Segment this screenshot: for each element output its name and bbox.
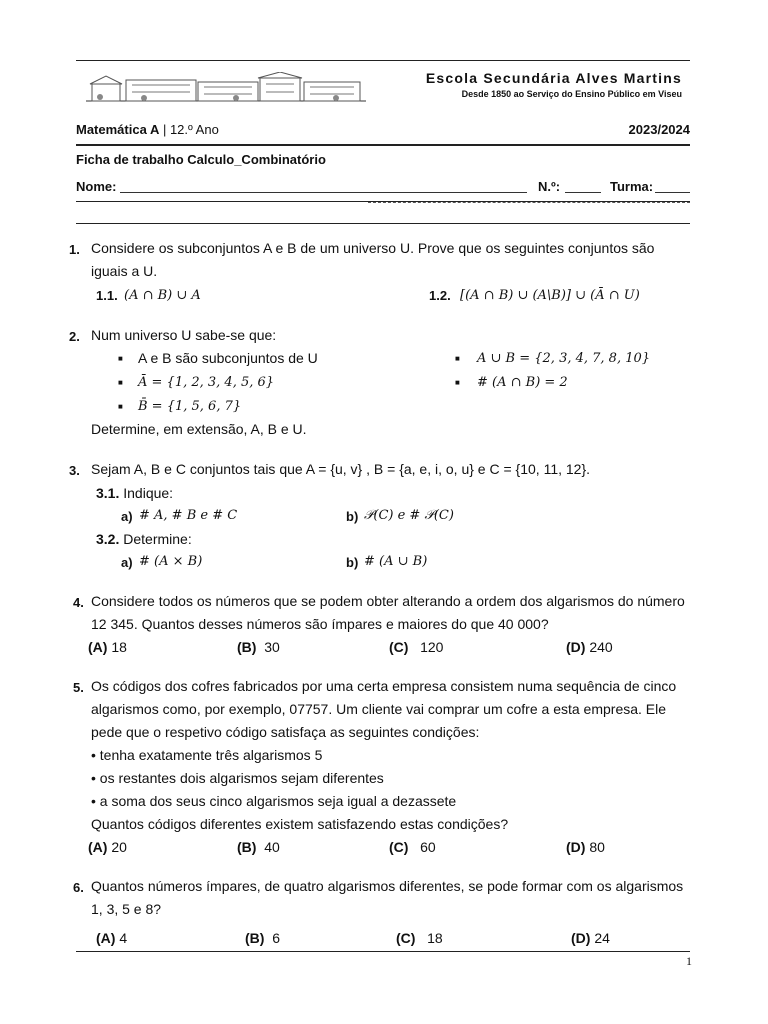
q1-2-expression: [(A ∩ B) ∪ (A\B)] ∪ (Ā ∩ U) xyxy=(460,288,640,303)
option-value: 24 xyxy=(594,930,610,946)
option-label: (B) xyxy=(237,839,257,855)
bullet-icon: ■ xyxy=(455,354,460,363)
q3-intro: Sejam A, B e C conjuntos tais que A = {u, v} , B = {a, e, i, o, u} e C = {10, 11, 12}. xyxy=(91,461,591,477)
bullet-icon: ■ xyxy=(118,378,123,387)
q4-number: 4. xyxy=(73,595,84,610)
bullet-icon: ■ xyxy=(118,354,123,363)
q3-1-text: Indique: xyxy=(123,485,174,501)
q5-option-b[interactable] xyxy=(237,839,280,855)
option-value: 18 xyxy=(427,930,443,946)
dotted-rule xyxy=(368,202,690,203)
q4-option-a[interactable] xyxy=(88,639,127,655)
q3-1b-label: b) xyxy=(346,509,359,524)
bullet-icon: ■ xyxy=(118,402,123,411)
option-value: 40 xyxy=(264,839,280,855)
option-label: (C) xyxy=(396,930,416,946)
q2-right-item-1: A ∪ B = {2, 3, 4, 7, 8, 10} xyxy=(477,351,651,366)
q4-line1: Considere todos os números que se podem obter alterando a ordem dos algarismos do número xyxy=(91,593,685,609)
school-year: 2023/2024 xyxy=(628,122,690,137)
option-value: 6 xyxy=(272,930,281,946)
school-building-logo xyxy=(86,72,366,104)
q6-option-c[interactable] xyxy=(396,930,443,946)
school-name: Escola Secundária Alves Martins xyxy=(425,70,682,86)
q5-number: 5. xyxy=(73,680,84,695)
top-rule xyxy=(76,60,690,61)
q1-1-label: 1.1. xyxy=(96,288,118,303)
q1-number: 1. xyxy=(69,242,80,257)
q3-2a-label: a) xyxy=(121,555,133,570)
q6-option-b[interactable] xyxy=(245,930,280,946)
q3-1a-label: a) xyxy=(121,509,133,524)
name-label: Nome: xyxy=(76,179,117,194)
q5-line-3: pede que o respetivo código satisfaça as seguintes condições: xyxy=(91,724,480,740)
option-value: 4 xyxy=(119,930,128,946)
class-label: Turma: xyxy=(610,179,654,194)
q3-1-label: 3.1. xyxy=(96,485,120,501)
option-label: (D) xyxy=(566,839,586,855)
q5-line-2: algarismos como, por exemplo, 07757. Um cliente vai comprar um cofre a esta empresa. Ele xyxy=(91,701,667,717)
q2-right-item-2: # (A ∩ B) = 2 xyxy=(477,375,568,390)
q3-1 xyxy=(96,485,173,501)
q3-2b-label: b) xyxy=(346,555,359,570)
option-label: (A) xyxy=(96,930,116,946)
subject: Matemática A xyxy=(76,122,160,137)
class-field[interactable] xyxy=(655,192,690,193)
q3-2a-expression: # (A × B) xyxy=(139,554,203,569)
option-label: (A) xyxy=(88,839,108,855)
grade: 12.º Ano xyxy=(169,122,219,137)
q6-option-d[interactable] xyxy=(571,930,610,946)
option-label: (C) xyxy=(389,639,409,655)
q1-line1: Considere os subconjuntos A e B de um universo U. Prove que os seguintes conjuntos são xyxy=(91,240,655,256)
q4-line2: 12 345. Quantos desses números são ímpares e maiores do que 40 000? xyxy=(91,616,549,632)
option-value: 18 xyxy=(111,639,127,655)
sheet-title: Ficha de trabalho Calculo_Combinatório xyxy=(76,152,326,167)
subject-line: Matemática A | 12.º Ano xyxy=(76,122,219,137)
option-value: 30 xyxy=(264,639,280,655)
q2-left-item-1: A e B são subconjuntos de U xyxy=(138,350,318,366)
q3-1a-expression: # A, # B e # C xyxy=(139,508,238,523)
q3-2b-expression: # (A ∪ B) xyxy=(364,554,428,569)
option-label: (D) xyxy=(566,639,586,655)
q5-option-c[interactable] xyxy=(389,839,436,855)
q6-option-a[interactable] xyxy=(96,930,127,946)
q2-left-item-3: B̄ = {1, 5, 6, 7} xyxy=(138,399,242,414)
q5-option-a[interactable] xyxy=(88,839,127,855)
header-rule xyxy=(76,144,690,146)
q2-intro: Num universo U sabe-se que: xyxy=(91,327,277,343)
option-label: (C) xyxy=(389,839,409,855)
q5-condition-3: • a soma dos seus cinco algarismos seja igual a dezassete xyxy=(91,793,457,809)
footer-rule xyxy=(76,951,690,952)
q3-number: 3. xyxy=(69,463,80,478)
q6-line2: 1, 3, 5 e 8? xyxy=(91,901,162,917)
q3-1b-expression: 𝒫(C) e # 𝒫(C) xyxy=(364,508,454,523)
number-field[interactable] xyxy=(565,192,601,193)
q4-option-d[interactable] xyxy=(566,639,613,655)
option-value: 120 xyxy=(420,639,444,655)
q5-condition-2: • os restantes dois algarismos sejam diferentes xyxy=(91,770,384,786)
option-value: 60 xyxy=(420,839,436,855)
q5-option-d[interactable] xyxy=(566,839,605,855)
page-number: 1 xyxy=(686,954,692,968)
option-label: (A) xyxy=(88,639,108,655)
name-field[interactable] xyxy=(120,192,527,193)
q1-line2: iguais a U. xyxy=(91,263,158,279)
option-value: 240 xyxy=(589,639,613,655)
q4-option-c[interactable] xyxy=(389,639,443,655)
option-label: (B) xyxy=(245,930,265,946)
q6-number: 6. xyxy=(73,880,84,895)
q3-2 xyxy=(96,531,192,547)
bullet-icon: ■ xyxy=(455,378,460,387)
q2-left-item-2: Ā = {1, 2, 3, 4, 5, 6} xyxy=(138,375,275,390)
q5-condition-1: • tenha exatamente três algarismos 5 xyxy=(91,747,323,763)
header-rule-3 xyxy=(76,223,690,224)
q2-closing: Determine, em extensão, A, B e U. xyxy=(91,421,307,437)
q6-line1: Quantos números ímpares, de quatro algarismos diferentes, se pode formar com os algarismos xyxy=(91,878,684,894)
q5-line-question: Quantos códigos diferentes existem satisfazendo estas condições? xyxy=(91,816,509,832)
school-tagline: Desde 1850 ao Serviço do Ensino Público em Viseu xyxy=(461,89,682,99)
q3-2-text: Determine: xyxy=(123,531,192,547)
q4-option-b[interactable] xyxy=(237,639,280,655)
q2-number: 2. xyxy=(69,329,80,344)
q3-2-label: 3.2. xyxy=(96,531,120,547)
q5-line-1: Os códigos dos cofres fabricados por uma certa empresa consistem numa sequência de cinco xyxy=(91,678,677,694)
option-value: 80 xyxy=(589,839,605,855)
number-label: N.º: xyxy=(538,179,561,194)
option-value: 20 xyxy=(111,839,127,855)
q1-1-expression: (A ∩ B) ∪ A xyxy=(124,288,201,303)
option-label: (B) xyxy=(237,639,257,655)
q1-2-label: 1.2. xyxy=(429,288,451,303)
option-label: (D) xyxy=(571,930,591,946)
